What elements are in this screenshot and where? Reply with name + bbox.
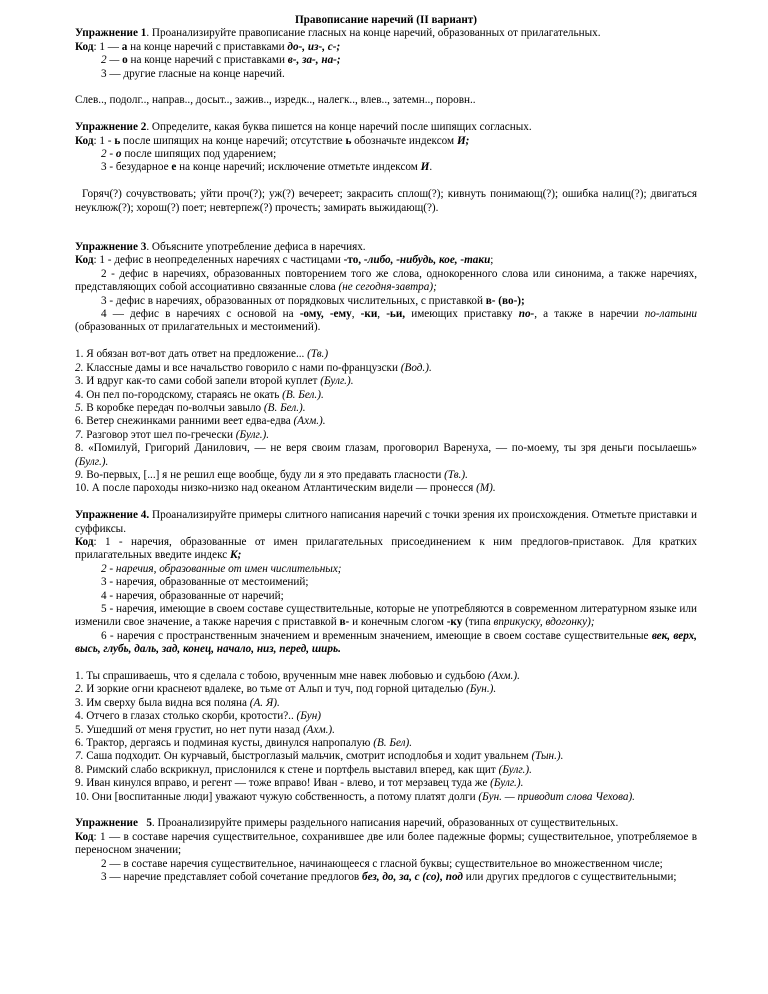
- exercise-1-code-3: 3 — другие гласные на конце наречий.: [101, 67, 285, 80]
- document-page: [75, 14, 697, 884]
- exercise-5-code-3: 3 — наречие представляет собой сочетание предлогов без, до, за, с (со), под или других предлогов с существительными;: [101, 871, 677, 884]
- exercise-3-code-1: Код: 1 - дефис в неопределенных наречиях с частицами -то, -либо, -нибудь, кое, -таки;: [75, 254, 494, 267]
- exercise-4-task: Упражнение 4. Проанализируйте примеры слитного написания наречий с точки зрения их происхождения. Отметьте приставки и суффиксы.: [75, 509, 697, 535]
- exercise-4-code-4: 4 - наречия, образованные от наречий;: [101, 589, 284, 602]
- exercise-1-task: Упражнение 1. Проанализируйте правописание гласных на конце наречий, образованных от прилагательных.: [75, 27, 601, 40]
- list-item: 1. Ты спрашиваешь, что я сделала с тобою, врученным мне навек любовью и судьбою (Ахм.).: [75, 670, 520, 682]
- list-item: 4. Отчего в глазах столько скорби, кротости?.. (Бун): [75, 710, 321, 723]
- exercise-3-code-3: 3 - дефис в наречиях, образованных от порядковых числительных, с приставкой в- (во-);: [101, 294, 525, 307]
- exercise-3-task: Упражнение 3. Объясните употребление дефиса в наречиях.: [75, 241, 366, 254]
- exercise-2-words: Горяч(?) сочувствовать; уйти проч(?); уж(?) вечереет; закрасить сплош(?); кивнуть понимающ(?); ошибка налиц(?); двигаться неуклюж(?); хорош(?) поет; невтерпеж(?) прочесть; замирать выжидающ(?).: [75, 188, 697, 214]
- exercise-4-sentences: [75, 670, 697, 804]
- exercise-heading: Упражнение 1: [75, 27, 147, 40]
- exercise-5-code-1: Код: 1 — в составе наречия существительное, сохранившее две или более падежные формы; существительное, употребляемое в переносном значении;: [75, 830, 697, 857]
- exercise-heading: Упражнение 2: [75, 121, 147, 134]
- exercise-1-code-1: Код: 1 — а на конце наречий с приставками до-, из-, с-;: [75, 40, 341, 53]
- list-item: 3. И вдруг как-то сами собой запели второй куплет (Булг.).: [75, 375, 354, 388]
- exercise-3-code-4: 4 — дефис в наречиях с основой на -ому, -ему, -ки, -ьи, имеющих приставку по-, а также в наречии по-латыни (образованных от прилагательных и местоимений).: [75, 308, 698, 334]
- exercise-1-code-2: 2 — о на конце наречий с приставками в-, за-, на-;: [101, 54, 341, 67]
- list-item: 10. А после пароходы низко-низко над океаном Атлантическим видели — пронесся (М).: [75, 482, 496, 495]
- exercise-4-code-1: Код: 1 - наречия, образованные от имен прилагательных присоединением к ним предлогов-приставок. Для кратких прилагательных введите индекс К;: [75, 535, 697, 562]
- list-item: 8. Римский слабо вскрикнул, прислонился к стене и портфель выставил вперед, как щит (Булг.).: [75, 763, 532, 776]
- exercise-heading: Упражнение 4.: [75, 509, 150, 522]
- exercise-1-words: Слев.., подолг.., направ.., досыт.., зажив.., изредк.., налегк.., влев.., затемн.., поровн..: [75, 94, 476, 107]
- page-title: Правописание наречий (II вариант): [294, 14, 478, 26]
- exercise-2-code-3: 3 - безударное е на конце наречий; исключение отметьте индексом И.: [101, 161, 433, 174]
- list-item: 4. Он пел по-городскому, стараясь не окать (В. Бел.).: [75, 388, 324, 401]
- exercise-2-code-2: 2 - о после шипящих под ударением;: [101, 148, 277, 161]
- exercise-4-code-5: 5 - наречия, имеющие в своем составе существительные, которые не употребляются в современном литературном языке или изменили свое значение, а также наречия с приставкой в- и конечным слогом -ку (типа вприкуску, вдогонку);: [75, 602, 697, 629]
- list-item: 10. Они [воспитанные люди] уважают чужую собственность, а потому платят долги (Бун. — приводит слова Чехова).: [75, 790, 635, 803]
- exercise-5-task: Упражнение 5. Проанализируйте примеры раздельного написания наречий, образованных от существительных.: [75, 817, 619, 830]
- exercise-heading: Упражнение: [75, 817, 138, 830]
- exercise-4-code-2: 2 - наречия, образованные от имен числительных;: [101, 562, 342, 575]
- list-item: 7. Разговор этот шел по-гречески (Булг.).: [75, 428, 270, 441]
- list-item: 1. Я обязан вот-вот дать ответ на предложение... (Тв.): [75, 348, 329, 361]
- exercise-3-code-2: 2 - дефис в наречиях, образованных повторением того же слова, однокоренного слова или синонима, а также наречиях, представляющих собой ассоциативно связанные слова (не сегодня-завтра);: [75, 267, 697, 294]
- list-item: 9. Иван кинулся вправо, и регент — тоже вправо! Иван - влево, и тот мерзавец туда же (Булг.).: [75, 777, 524, 790]
- list-item: 3. Им сверху была видна вся поляна (А. Я).: [75, 696, 280, 709]
- list-item: 7. Саша подходит. Он курчавый, быстроглазый мальчик, смотрит исподлобья и ходит увальнем (Тын.).: [75, 750, 564, 763]
- exercise-2-task: Упражнение 2. Определите, какая буква пишется на конце наречий после шипящих согласных.: [75, 121, 532, 134]
- exercise-5-code-2: 2 — в составе наречия существительное, начинающееся с гласной буквы; существительное во множественном числе;: [101, 857, 663, 870]
- exercise-2-code-1: Код: 1 - ь после шипящих на конце наречий; отсутствие ь обозначьте индексом И;: [75, 134, 470, 147]
- list-item: 6. Ветер снежинками ранними веет едва-едва (Ахм.).: [75, 415, 326, 428]
- exercise-heading: Упражнение 3: [75, 241, 147, 254]
- list-item: 5. В коробке передач по-волчьи завыло (В. Бел.).: [75, 401, 306, 414]
- list-item: 2. Классные дамы и все начальство говорило с нами по-французски (Вод.).: [75, 361, 432, 374]
- list-item: 9. Во-первых, [...] я не решил еще вообще, буду ли я это предавать гласности (Тв.).: [75, 468, 468, 481]
- list-item: 8. «Помилуй, Григорий Данилович, — не веря своим глазам, проговорил Варенуха, — по-моему, ты зря деньги посылаешь» (Булг.).: [75, 442, 697, 468]
- exercise-4-code-3: 3 - наречия, образованные от местоимений;: [101, 576, 309, 589]
- list-item: 2. И зоркие огни краснеют вдалеке, во тьме от Альп и туч, под горной цитаделью (Бун.).: [75, 683, 497, 696]
- list-item: 5. Ушедший от меня грустит, но нет пути назад (Ахм.).: [75, 723, 335, 736]
- exercise-4-code-6: 6 - наречия с пространственным значением и временным значением, имеющие в своем составе существительные век, верх, высь, глубь, даль, зад, конец, начало, низ, перед, ширь.: [75, 629, 697, 656]
- exercise-3-sentences: [75, 348, 697, 495]
- list-item: 6. Трактор, дергаясь и подминая кусты, двинулся напропалую (В. Бел).: [75, 737, 413, 750]
